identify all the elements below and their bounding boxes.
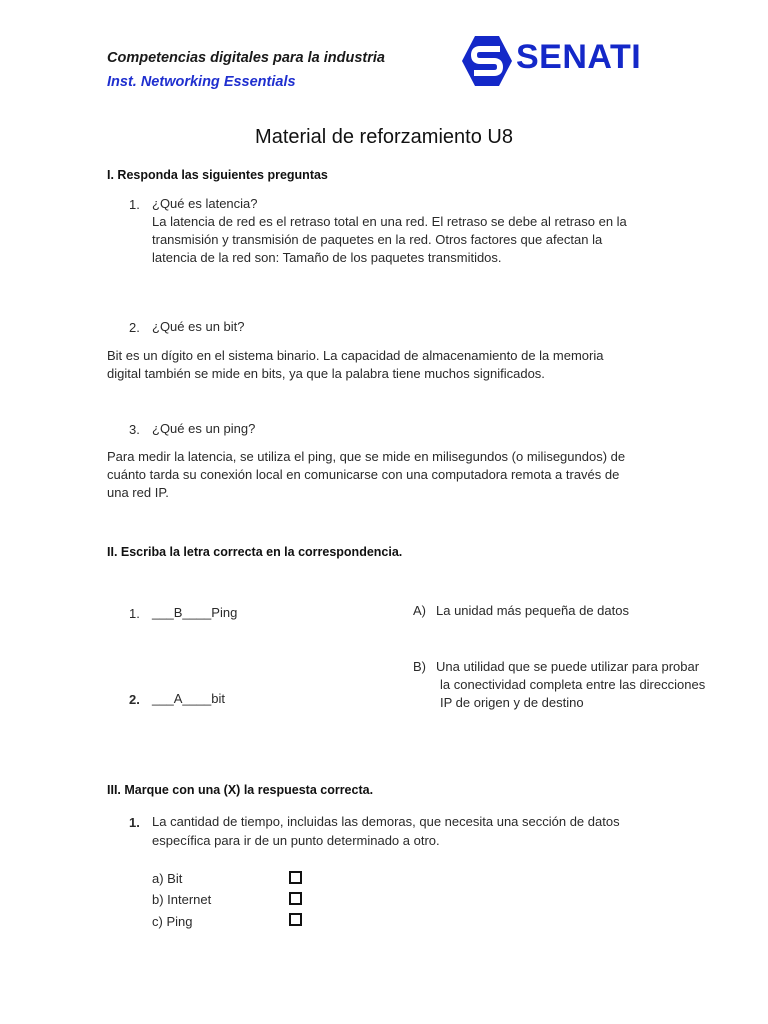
section-3-heading: III. Marque con una (X) la respuesta correcta. [107,783,374,797]
match-right-letter: B) [413,659,426,674]
match-left-answer: ___A____bit [152,691,226,706]
q1-answer-line: transmisión y transmisión de paquetes en la red. Otros factores que afectan la [152,232,603,247]
match-right-letter: A) [413,603,426,618]
option-checkbox[interactable] [289,913,302,926]
section-2-heading: II. Escriba la letra correcta en la correspondencia. [107,545,403,559]
senati-logo [460,34,650,88]
q3-question: ¿Qué es un ping? [152,421,256,436]
match-right-text: IP de origen y de destino [440,695,584,710]
q3-answer-line: Para medir la latencia, se utiliza el ping, que se mide en milisegundos (o milisegundos) de [107,449,626,464]
section-1-heading: I. Responda las siguientes preguntas [107,168,328,182]
option-checkbox[interactable] [289,892,302,905]
q2-question: ¿Qué es un bit? [152,319,245,334]
match-left-number: 1. [129,606,140,621]
q-mark-line: La cantidad de tiempo, incluidas las demoras, que necesita una sección de datos [152,814,620,829]
q1-question: ¿Qué es latencia? [152,196,258,211]
option-label: c) Ping [152,914,193,929]
match-right-text: Una utilidad que se puede utilizar para probar [436,659,700,674]
q1-answer-line: La latencia de red es el retraso total en una red. El retraso se debe al retraso en la [152,214,627,229]
q3-answer-line: una red IP. [107,485,169,500]
logo-text: SENATI [516,38,642,76]
match-left-number: 2. [129,692,140,707]
q-mark-number: 1. [129,815,140,830]
option-label: a) Bit [152,871,183,886]
q2-number: 2. [129,320,140,335]
q2-answer-line: Bit es un dígito en el sistema binario. La capacidad de almacenamiento de la memoria [107,348,604,363]
q3-answer-line: cuánto tarda su conexión local en comunicarse con una computadora remota a través de [107,467,620,482]
q1-number: 1. [129,197,140,212]
option-label: b) Internet [152,892,212,907]
match-left-answer: ___B____Ping [152,605,238,620]
option-checkbox[interactable] [289,871,302,884]
q2-answer-line: digital también se mide en bits, ya que la palabra tiene muchos significados. [107,366,545,381]
course-subtitle: Inst. Networking Essentials [107,74,296,90]
course-title: Competencias digitales para la industria [107,50,385,66]
match-right-text: La unidad más pequeña de datos [436,603,629,618]
match-right-text: la conectividad completa entre las direcciones [440,677,706,692]
senati-logo-icon [460,34,514,88]
page-title: Material de reforzamiento U8 [255,126,513,148]
q1-answer-line: latencia de la red son: Tamaño de los paquetes transmitidos. [152,250,502,265]
q3-number: 3. [129,422,140,437]
q-mark-line: específica para ir de un punto determinado a otro. [152,833,440,848]
